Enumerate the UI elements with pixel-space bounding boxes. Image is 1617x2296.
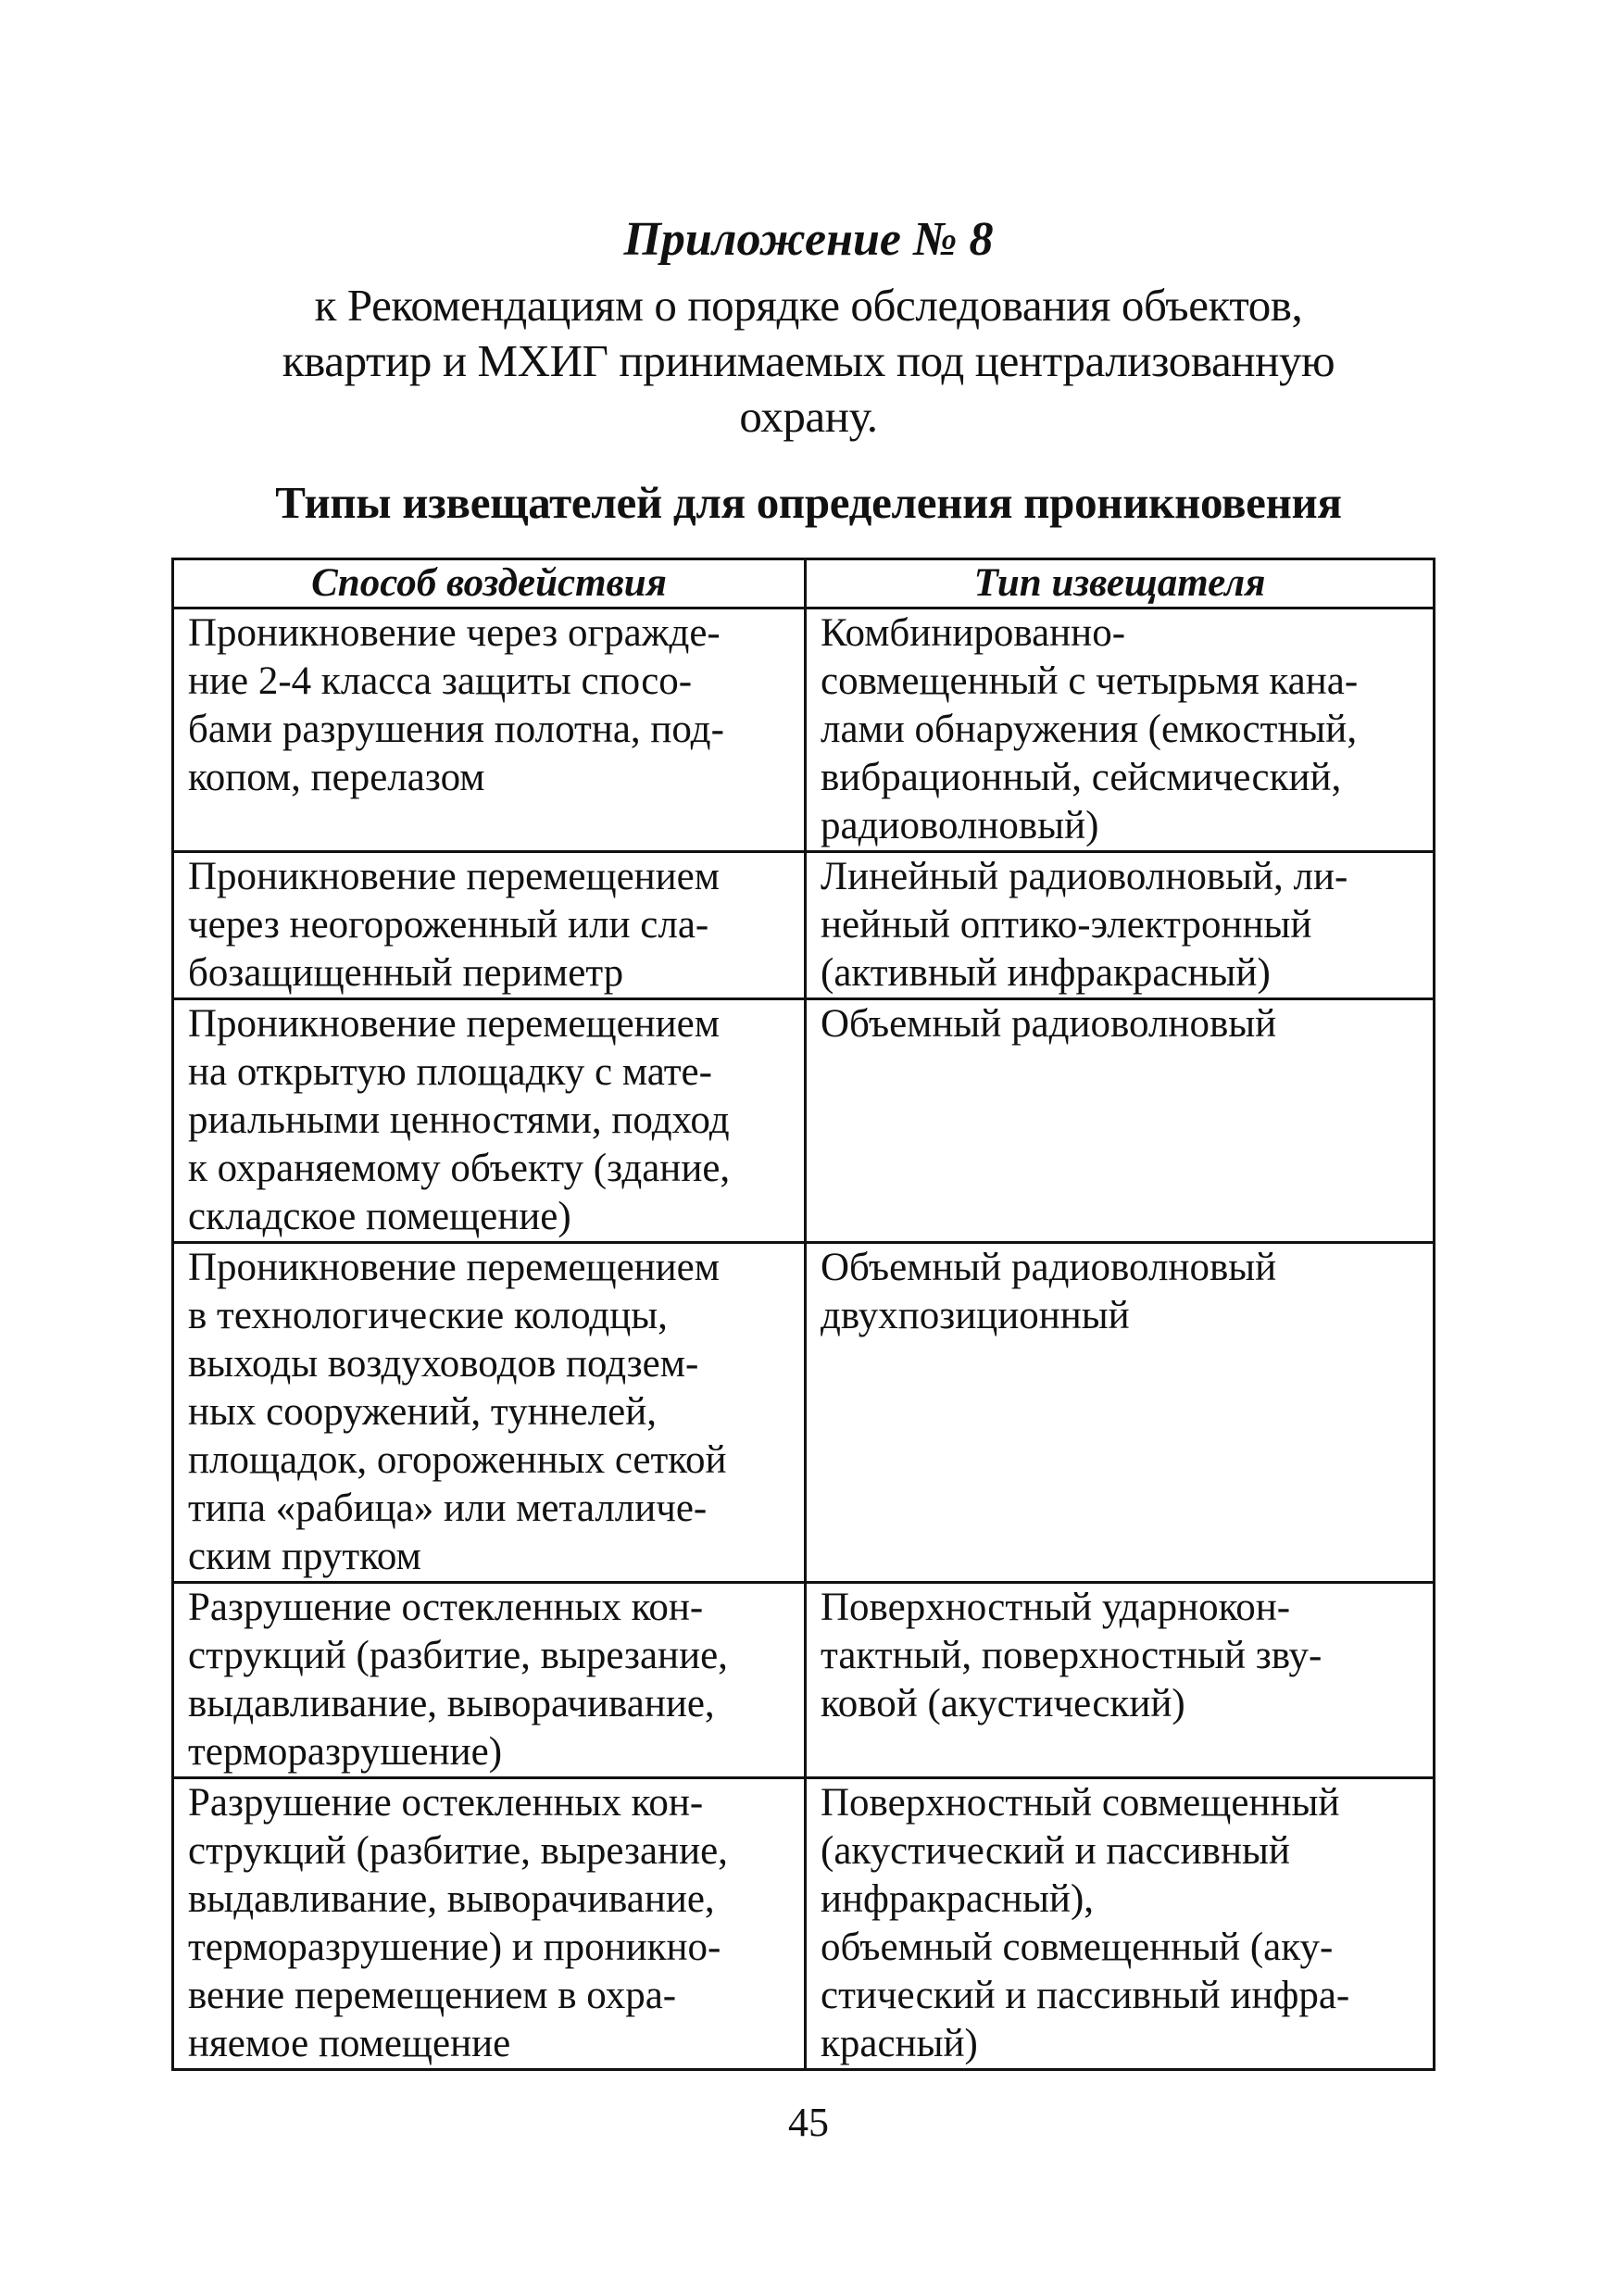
- detector-cell: Объемный радиоволновый: [806, 999, 1435, 1243]
- table-row: [173, 1778, 1435, 2070]
- method-cell: Проникновение перемещением через неогороженный или сла- бозащищенный периметр: [173, 852, 806, 999]
- method-cell: Разрушение остекленных кон- струкций (разбитие, вырезание, выдавливание, выворачивание, терморазрушение) и проникно- вение перемещением в охра- няемое помещение: [173, 1778, 806, 2070]
- method-cell: Разрушение остекленных кон- струкций (разбитие, вырезание, выдавливание, выворачивание, терморазрушение): [173, 1583, 806, 1778]
- appendix-title: Приложение № 8: [623, 213, 994, 266]
- method-cell: Проникновение перемещением в технологические колодцы, выходы воздуховодов подзем- ных сооружений, туннелей, площадок, огороженных сеткой типа «рабица» или металличе- ским прутком: [173, 1243, 806, 1583]
- detector-cell: Объемный радиоволновый двухпозиционный: [806, 1243, 1435, 1583]
- table-header-row: [173, 559, 1435, 609]
- detector-cell: Поверхностный ударнокон- тактный, поверхностный зву- ковой (акустический): [806, 1583, 1435, 1778]
- appendix-subtitle-line: к Рекомендациям о порядке обследования объектов,: [314, 280, 1303, 331]
- table-row: [173, 1243, 1435, 1583]
- detector-cell: Поверхностный совмещенный (акустический и пассивный инфракрасный), объемный совмещенный (аку- стический и пассивный инфра- красный): [806, 1778, 1435, 2070]
- method-cell: Проникновение через огражде- ние 2-4 класса защиты спосо- бами разрушения полотна, под- копом, перелазом: [173, 609, 806, 852]
- table-row: [173, 609, 1435, 852]
- table-row: [173, 999, 1435, 1243]
- appendix-subtitle: [0, 278, 1617, 445]
- appendix-subtitle-line: охрану.: [739, 391, 878, 442]
- column-header-method: Способ воздействия: [173, 559, 806, 609]
- column-header-detector: Тип извещателя: [806, 559, 1435, 609]
- table-row: [173, 1583, 1435, 1778]
- appendix-subtitle-line: квартир и МХИГ принимаемых под централизованную: [282, 335, 1335, 386]
- table-row: [173, 852, 1435, 999]
- detector-types-table: [171, 558, 1435, 2071]
- detector-cell: Линейный радиоволновый, ли- нейный оптико-электронный (активный инфракрасный): [806, 852, 1435, 999]
- page-number: 45: [788, 2100, 829, 2145]
- detector-cell: Комбинированно- совмещенный с четырьмя кана- лами обнаружения (емкостный, вибрационный, сейсмический, радиоволновый): [806, 609, 1435, 852]
- method-cell: Проникновение перемещением на открытую площадку с мате- риальными ценностями, подход к охраняемому объекту (здание, складское помещение): [173, 999, 806, 1243]
- table-title: Типы извещателей для определения проникновения: [275, 477, 1342, 528]
